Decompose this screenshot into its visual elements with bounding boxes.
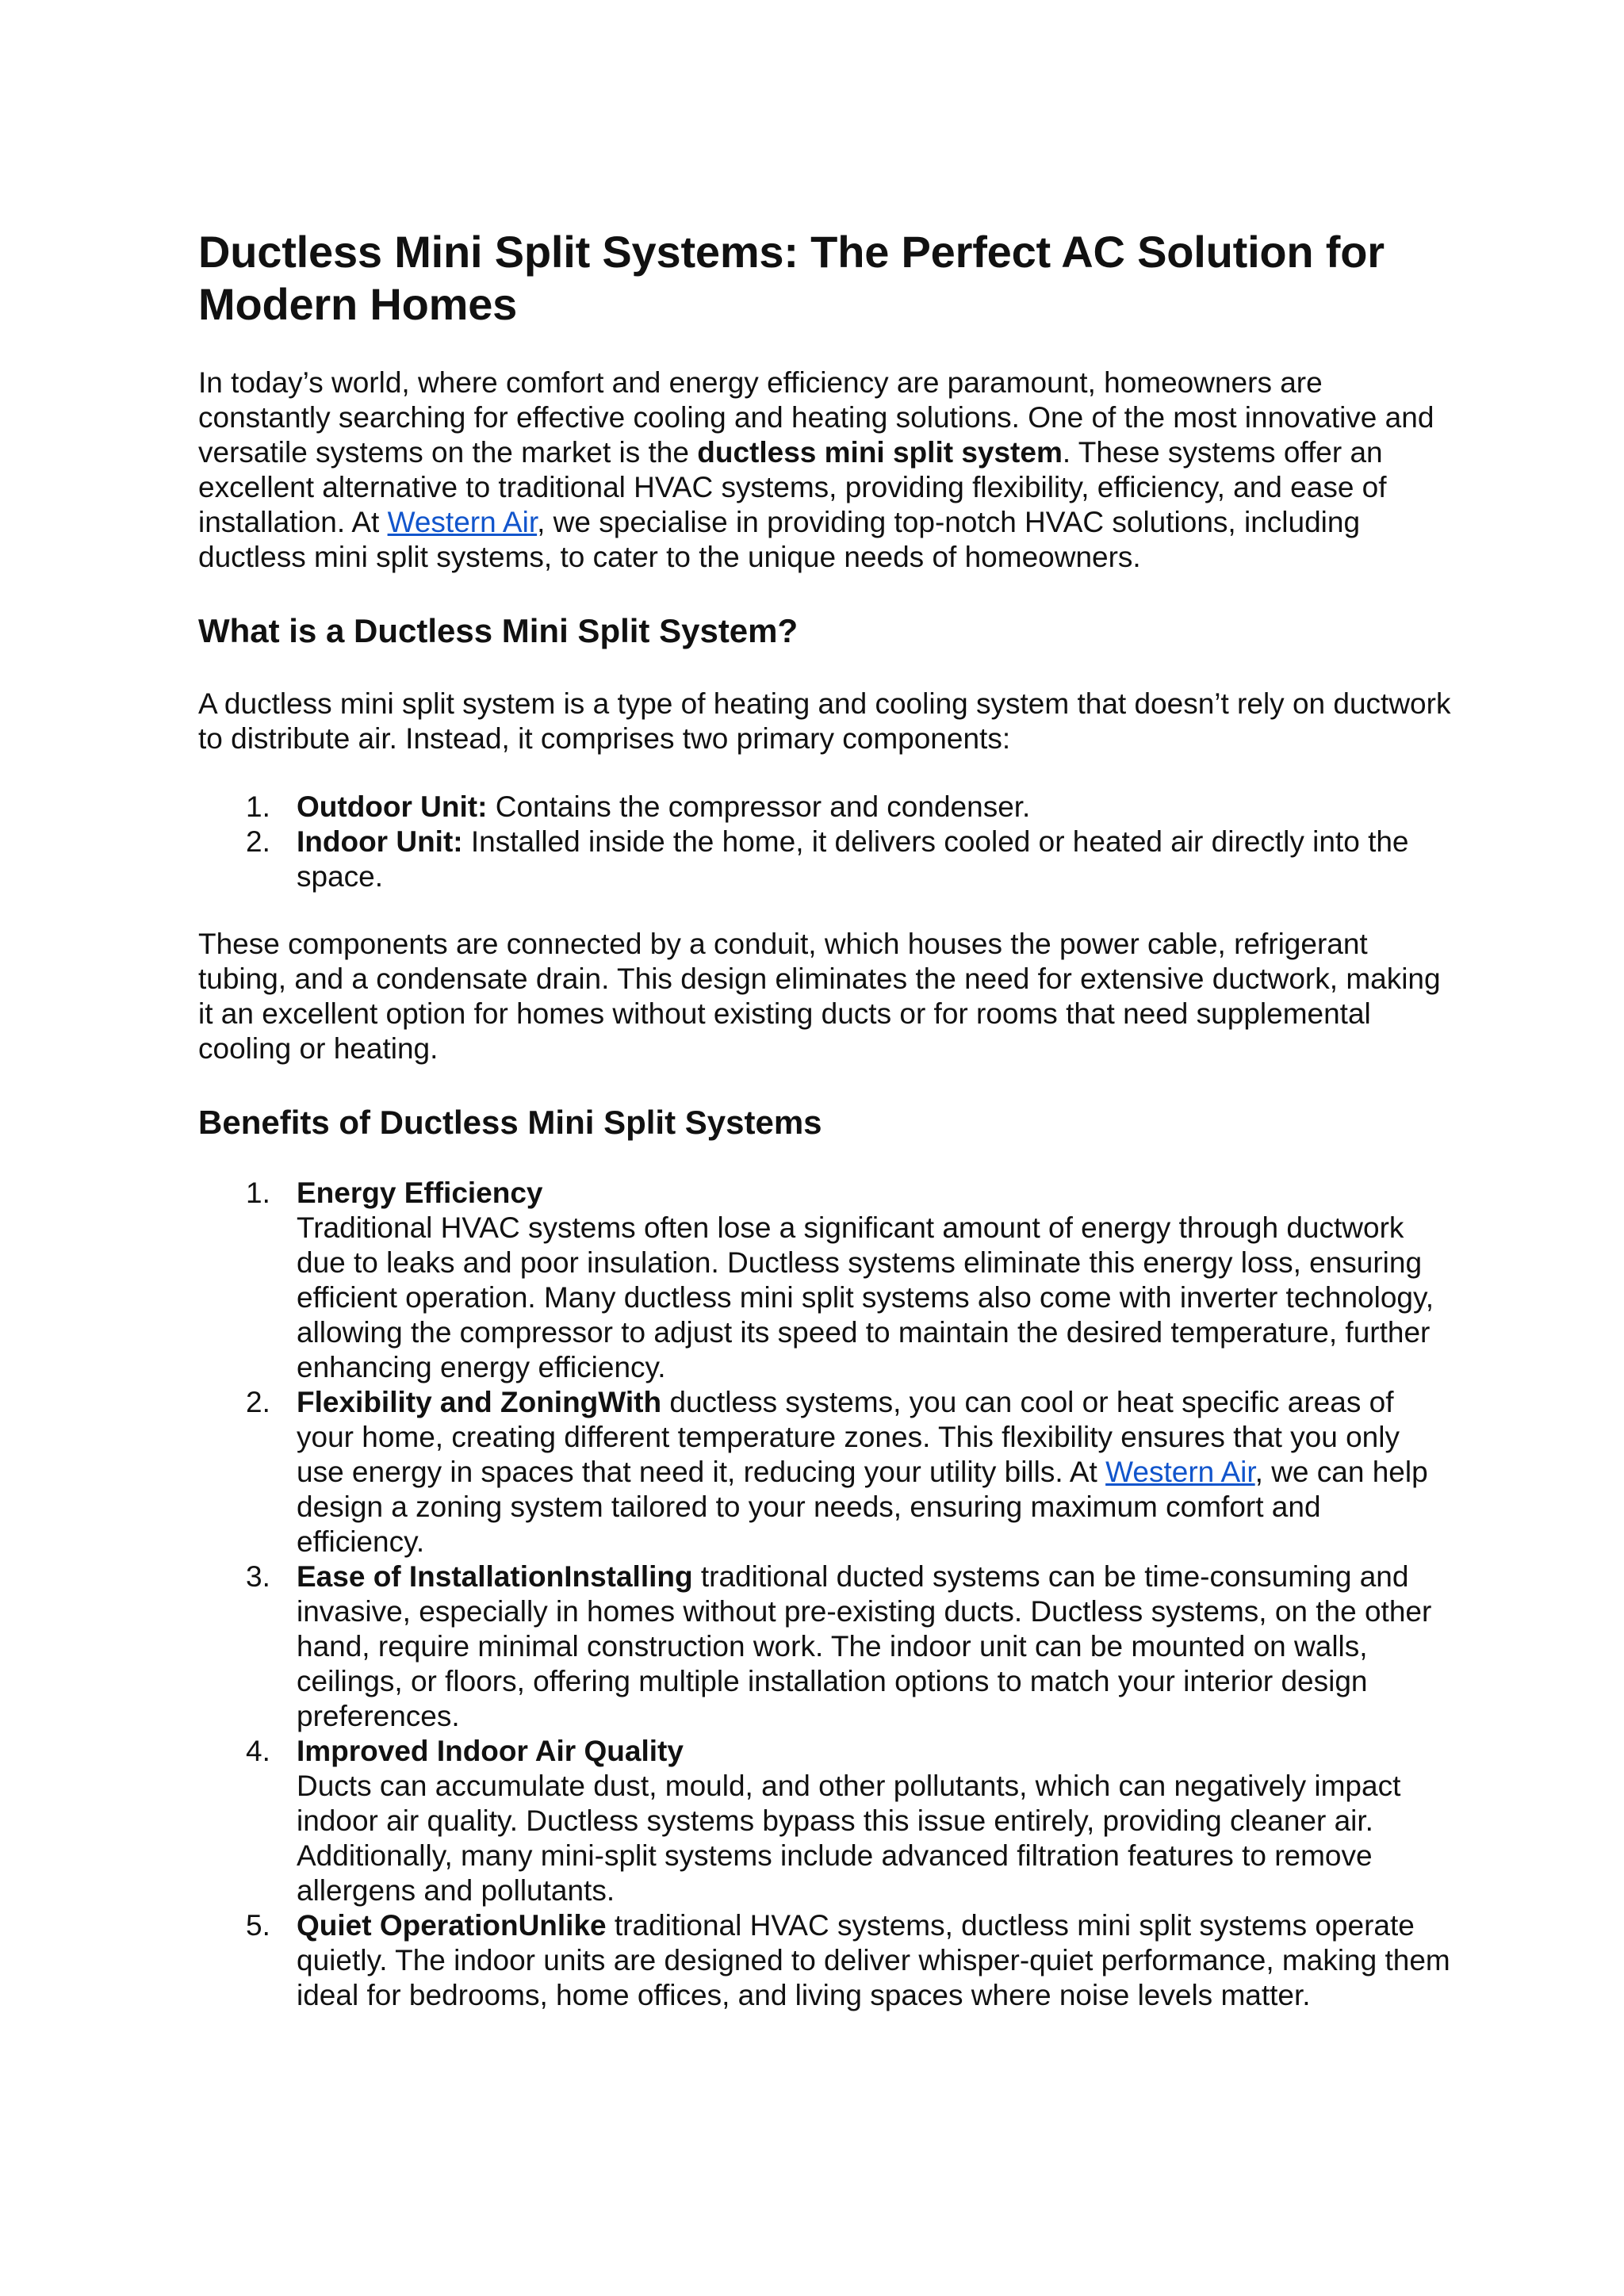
benefit-text: , we can help design a zoning system tailored to your needs, ensuring maximum comfort and efficiency. (297, 1456, 1428, 1558)
intro-text-2: . These systems offer an excellent alternative to traditional HVAC systems, providing flexibility, efficiency, and ease of installation. At (198, 436, 1387, 538)
benefit-text: traditional HVAC systems, ductless mini split systems operate quietly. The indoor units are designed to deliver whisper-quiet performance, making them ideal for bedrooms, home offices, and living spaces where noise levels matter. (297, 1909, 1450, 2011)
components-list (198, 790, 1451, 894)
component-label: Outdoor Unit: (297, 790, 488, 823)
western-air-link[interactable]: Western Air (1105, 1456, 1255, 1488)
western-air-link[interactable]: Western Air (387, 506, 538, 538)
list-number: 2. (246, 825, 270, 858)
list-number: 1. (246, 1177, 270, 1209)
benefit-title: Quiet OperationUnlike (297, 1909, 607, 1942)
list-item (198, 825, 1451, 894)
component-text: Installed inside the home, it delivers cooled or heated air directly into the space. (297, 825, 1409, 893)
what-paragraph: A ductless mini split system is a type of heating and cooling system that doesn’t rely on ductwork to distribute air. Instead, it comprises two primary components: (198, 687, 1451, 755)
list-number: 4. (246, 1735, 270, 1767)
intro-text-1: In today’s world, where comfort and energy efficiency are paramount, homeowners are constantly searching for effective cooling and heating solutions. One of the most innovative and versatile systems on the market is the (198, 366, 1434, 469)
intro-bold-term: ductless mini split system (697, 436, 1063, 469)
benefit-text: traditional ducted systems can be time-consuming and invasive, especially in homes without pre-existing ducts. Ductless systems, on the other hand, require minimal construction work. The indoor unit can be mounted on walls, ceilings, or floors, offering multiple installation options to match your interior design preferences. (297, 1560, 1432, 1732)
component-text: Contains the compressor and condenser. (487, 790, 1031, 823)
benefit-title: Energy Efficiency (297, 1177, 543, 1209)
section-heading-benefits: Benefits of Ductless Mini Split Systems (198, 1104, 822, 1141)
list-item (198, 1176, 1451, 1385)
benefit-title: Ease of InstallationInstalling (297, 1560, 693, 1593)
benefit-text: Ducts can accumulate dust, mould, and other pollutants, which can negatively impact indoor air quality. Ductless systems bypass this issue entirely, providing cleaner air. Additionally, many mini-split systems include advanced filtration features to remove allergens and pollutants. (297, 1770, 1401, 1907)
page-title: Ductless Mini Split Systems: The Perfect AC Solution for Modern Homes (198, 227, 1385, 329)
benefits-list (198, 1176, 1451, 2013)
benefit-title: Improved Indoor Air Quality (297, 1735, 684, 1767)
list-item (198, 1385, 1451, 1559)
list-item (198, 790, 1451, 825)
intro-paragraph (198, 365, 1451, 575)
list-item (198, 1908, 1451, 2013)
document-page (198, 226, 1451, 2013)
list-number: 3. (246, 1560, 270, 1593)
list-item (198, 1734, 1451, 1908)
conduit-paragraph: These components are connected by a conduit, which houses the power cable, refrigerant tubing, and a condensate drain. This design eliminates the need for extensive ductwork, making it an excellent option for homes without existing ducts or for rooms that need supplemental cooling or heating. (198, 928, 1441, 1065)
list-number: 5. (246, 1909, 270, 1942)
benefit-text: ductless systems, you can cool or heat specific areas of your home, creating different temperature zones. This flexibility ensures that you only use energy in spaces that need it, reducing your utility bills. At (297, 1386, 1400, 1488)
section-heading-what: What is a Ductless Mini Split System? (198, 612, 799, 649)
benefit-title: Flexibility and ZoningWith (297, 1386, 662, 1418)
benefit-text: Traditional HVAC systems often lose a significant amount of energy through ductwork due to leaks and poor insulation. Ductless systems eliminate this energy loss, ensuring efficient operation. Many ductless mini split systems also come with inverter technology, allowing the compressor to adjust its speed to maintain the desired temperature, further enhancing energy efficiency. (297, 1211, 1434, 1383)
list-number: 2. (246, 1386, 270, 1418)
intro-text-3: , we specialise in providing top-notch HVAC solutions, including ductless mini split systems, to cater to the unique needs of homeowners. (198, 506, 1361, 573)
list-item (198, 1559, 1451, 1734)
component-label: Indoor Unit: (297, 825, 463, 858)
list-number: 1. (246, 790, 270, 823)
